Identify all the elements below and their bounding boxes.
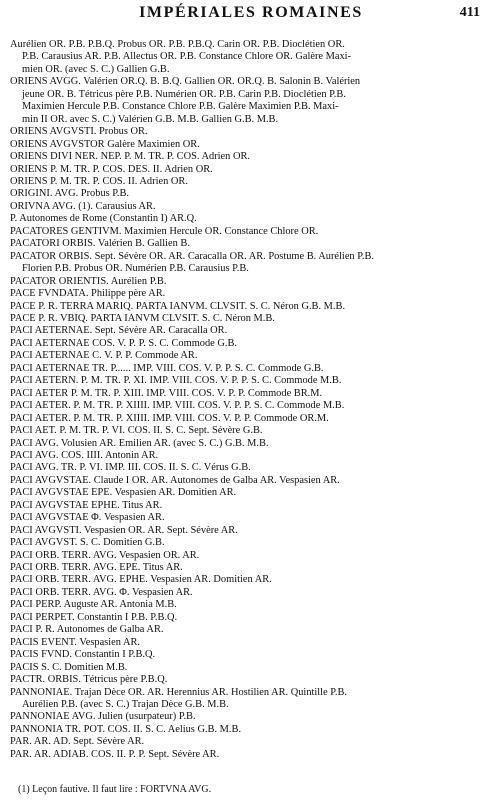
entry-line: P. Autonomes de Rome (Constantin I) AR.Q. <box>10 213 197 225</box>
entry <box>10 649 496 661</box>
entry-line: PACI AETERN. P. M. TR. P. XI. IMP. VIII. COS. V. P. P. S. C. Commode M.B. <box>10 375 342 387</box>
entry <box>10 711 496 723</box>
entry-line: PACI AETER P. M. TR. P. XIII. IMP. VIII. COS. V. P. P. Commode BR.M. <box>10 387 323 399</box>
entry <box>10 562 496 574</box>
entry-line: ORIENS AVGVSTI. Probus OR. <box>10 126 148 138</box>
entry <box>10 749 496 761</box>
entries-list <box>10 39 496 761</box>
entry-line: PACTR. ORBIS. Tétricus père P.B.Q. <box>10 674 168 686</box>
entry-line: PACI PERPET. Constantin I P.B. P.B.Q. <box>10 611 178 623</box>
entry-line: PACI ORB. TERR. AVG. EPE. Titus AR. <box>10 562 183 574</box>
page-title: IMPÉRIALES ROMAINES <box>139 4 363 21</box>
entry <box>10 425 496 437</box>
entry-line: PACI AET. P. M. TR. P. VI. COS. II. S. C. Sept. Sévère G.B. <box>10 425 263 437</box>
entry <box>10 288 496 300</box>
entry <box>10 574 496 586</box>
entry <box>10 400 496 412</box>
entry-line: PACI AVGVSTAE EPE. Vespasien AR. Domitien AR. <box>10 487 237 499</box>
entry <box>10 226 496 238</box>
entry-line: PACE P. R. TERRA MARIQ. PARTA IANVM. CLVSIT. S. C. Néron G.B. M.B. <box>10 300 346 312</box>
entry <box>10 512 496 524</box>
entry <box>10 139 496 151</box>
page-header <box>0 4 502 26</box>
entry <box>10 487 496 499</box>
entry <box>10 537 496 549</box>
entry <box>10 674 496 686</box>
entry-line: PACI AVGVST. S. C. Domitien G.B. <box>10 537 165 549</box>
entry-line: PACI AVG. COS. IIII. Antonin AR. <box>10 449 159 461</box>
entry-line: ORIENS P. M. TR. P. COS. II. Adrien OR. <box>10 175 188 187</box>
entry <box>10 550 496 562</box>
entry-line: ORIENS DIVI NER. NEP. P. M. TR. P. COS. Adrien OR. <box>10 151 250 163</box>
entry <box>10 413 496 425</box>
entry-line: PACATOR ORIENTIS. Aurélien P.B. <box>10 275 167 287</box>
entry-line: PAR. AR. ADIAB. COS. II. P. P. Sept. Sévère AR. <box>10 748 220 760</box>
entry <box>10 126 496 138</box>
entry <box>10 76 496 126</box>
entry <box>10 39 496 76</box>
entry <box>10 375 496 387</box>
entry-line: PACI ORB. TERR. AVG. EPHE. Vespasien AR. Domitien AR. <box>10 574 272 586</box>
entry-line: PANNONIAE. Trajan Dèce OR. AR. Herennius AR. Hostilien AR. Quintille P.B. <box>10 686 348 698</box>
entry-line: P.B. Carausius AR. P.B. Allectus OR. P.B. Constance Chlore OR. Galère Maxi- <box>22 51 352 63</box>
entry-line: PACATORES GENTIVM. Maximien Hercule OR. Constance Chlore OR. <box>10 225 319 237</box>
entry <box>10 687 496 712</box>
entry-line: PACI AETER. P. M. TR. P. XIIII. IMP. VIII. COS. V. P. P. S. C. Commode M.B. <box>10 400 345 412</box>
entry-line: PACIS FVND. Constantin I P.B.Q. <box>10 649 156 661</box>
entry <box>10 587 496 599</box>
entry <box>10 338 496 350</box>
entry-line: PACI AVG. Volusien AR. Emilien AR. (avec S. C.) G.B. M.B. <box>10 437 269 449</box>
entry-line: PANNONIAE AVG. Julien (usurpateur) P.B. <box>10 711 196 723</box>
entry <box>10 363 496 375</box>
entry-line: PACE FVNDATA. Philippe père AR. <box>10 288 166 300</box>
entry <box>10 736 496 748</box>
entry-line: PACATORI ORBIS. Valérien B. Gallien B. <box>10 238 190 250</box>
entry-line: PACI AVG. TR. P. VI. IMP. III. COS. II. S. C. Vérus G.B. <box>10 462 251 474</box>
entry <box>10 450 496 462</box>
entry-line: PACI ORB. TERR. AVG. Φ. Vespasien AR. <box>10 586 193 598</box>
entry-line: ORIENS AVGVSTOR Galère Maximien OR. <box>10 138 200 150</box>
entry-line: PACIS S. C. Domitien M.B. <box>10 661 128 673</box>
entry-line: ORIGINI. AVG. Probus P.B. <box>10 188 130 200</box>
entry <box>10 637 496 649</box>
entry-line: PACATOR ORBIS. Sept. Sévère OR. AR. Caracalla OR. AR. Postume B. Aurélien P.B. <box>10 250 374 262</box>
entry <box>10 662 496 674</box>
entry <box>10 475 496 487</box>
entry-line: jeune OR. B. Tétricus père P.B. Numérien OR. P.B. Carin P.B. Dioclétien P.B. <box>22 88 346 100</box>
entry <box>10 500 496 512</box>
entry <box>10 599 496 611</box>
entry-line: Maximien Hercule P.B. Constance Chlore P.B. Galère Maximien P.B. Maxi- <box>22 101 339 113</box>
entry-line: PACI AETERNAE C. V. P. P. Commode AR. <box>10 350 198 362</box>
entry-line: PACI PERP. Auguste AR. Antonia M.B. <box>10 599 177 611</box>
entry <box>10 462 496 474</box>
entry <box>10 313 496 325</box>
entry <box>10 276 496 288</box>
entry-line: PACI ORB. TERR. AVG. Vespasien OR. AR. <box>10 549 200 561</box>
entry-line: ORIVNA AVG. (1). Carausius AR. <box>10 200 156 212</box>
entry <box>10 624 496 636</box>
entry <box>10 612 496 624</box>
entry-line: PAR. AR. AD. Sept. Sévère AR. <box>10 736 145 748</box>
page-number: 411 <box>459 5 480 20</box>
entry <box>10 238 496 250</box>
entry <box>10 188 496 200</box>
entry-line: PACI P. R. Autonomes de Galba AR. <box>10 624 164 636</box>
entry-line: Aurélien P.B. (avec S. C.) Trajan Dèce G.B. M.B. <box>22 699 229 711</box>
entry-line: PACI AVGVSTAE EPHE. Titus AR. <box>10 499 163 511</box>
entry-line: PANNONIA TR. POT. COS. II. S. C. Aelius G.B. M.B. <box>10 723 242 735</box>
entry <box>10 176 496 188</box>
entry <box>10 201 496 213</box>
entry-line: PACI AETER. P. M. TR. P. XIIII. IMP. VIII. COS. V. P. P. Commode OR.M. <box>10 412 329 424</box>
footnote: (1) Leçon fautive. Il faut lire : FORTVNA AVG. <box>18 784 212 795</box>
entry-line: mien OR. (avec S. C.) Gallien G.B. <box>22 63 170 75</box>
entry-line: PACI AETERNAE TR. P...... IMP. VIII. COS. V. P. P. S. C. Commode G.B. <box>10 362 324 374</box>
entry-line: Florien P.B. Probus OR. Numérien P.B. Carausius P.B. <box>22 263 249 275</box>
entry <box>10 350 496 362</box>
entry <box>10 525 496 537</box>
entry <box>10 251 496 276</box>
entry <box>10 325 496 337</box>
entry-line: PACIS EVENT. Vespasien AR. <box>10 636 140 648</box>
entry <box>10 164 496 176</box>
entry-line: Aurélien OR. P.B. P.B.Q. Probus OR. P.B. P.B.Q. Carin OR. P.B. Dioclétien OR. <box>10 39 345 50</box>
entry <box>10 388 496 400</box>
entry <box>10 213 496 225</box>
entry <box>10 724 496 736</box>
entry-line: ORIENS P. M. TR. P. COS. DES. II. Adrien OR. <box>10 163 213 175</box>
entry-line: PACI AVGVSTI. Vespasien OR. AR. Sept. Sévère AR. <box>10 524 238 536</box>
entry-line: PACI AETERNAE. Sept. Sévère AR. Caracalla OR. <box>10 325 228 337</box>
entry <box>10 438 496 450</box>
entry-line: PACI AVGVSTAE Φ. Vespasien AR. <box>10 512 165 524</box>
entry-line: PACE P. R. VBIQ. PARTA IANVM CLVSIT. S. C. Néron M.B. <box>10 312 275 324</box>
entry-line: PACI AETERNAE COS. V. P. P. S. C. Commode G.B. <box>10 337 238 349</box>
entry-line: ORIENS AVGG. Valérien OR.Q. B. B.Q. Gallien OR. OR.Q. B. Salonin B. Valérien <box>10 76 361 88</box>
entry <box>10 151 496 163</box>
entry-line: PACI AVGVSTAE. Claude I OR. AR. Autonomes de Galba AR. Vespasien AR. <box>10 474 340 486</box>
entry-line: min II OR. avec S. C.) Valérien G.B. M.B. Gallien G.B. M.B. <box>22 113 279 125</box>
entry <box>10 301 496 313</box>
